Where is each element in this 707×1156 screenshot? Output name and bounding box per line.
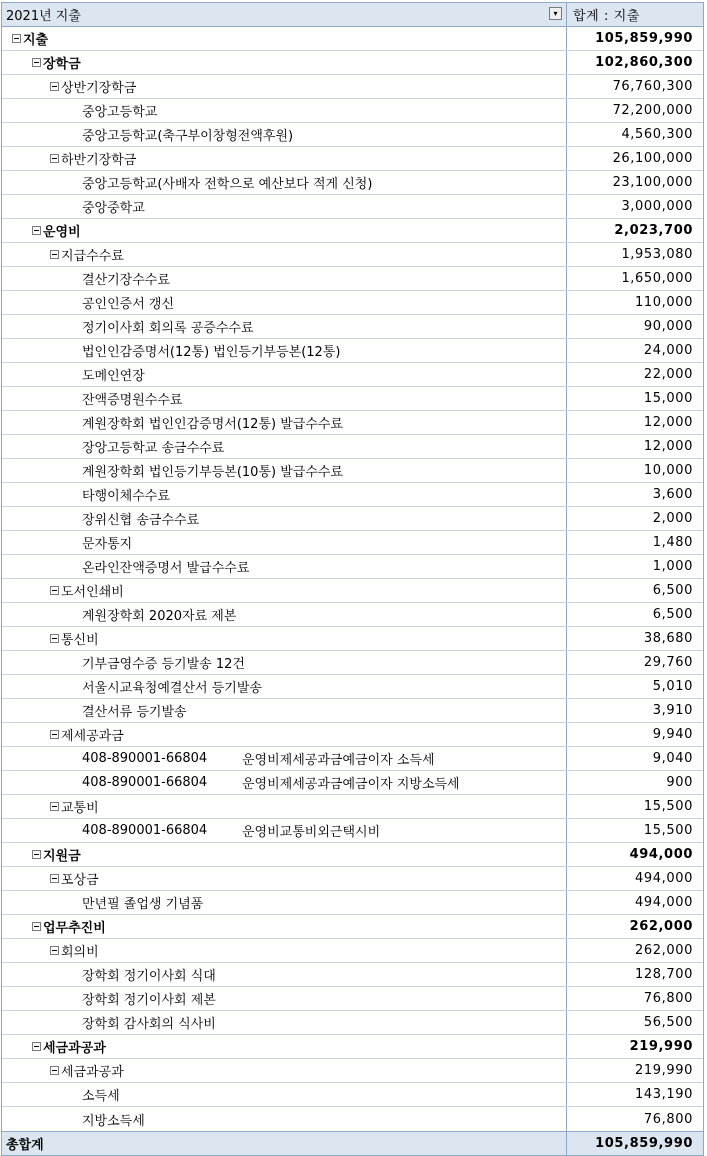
collapse-icon[interactable] bbox=[50, 1066, 59, 1075]
pivot-row bbox=[2, 675, 703, 699]
pivot-row bbox=[2, 507, 703, 531]
row-value-cell[interactable] bbox=[567, 195, 703, 218]
row-label: 공인인증서 갱신 bbox=[82, 297, 175, 312]
row-value: 4,560,300 bbox=[621, 127, 693, 142]
pivot-body bbox=[2, 27, 703, 1131]
row-value-cell[interactable] bbox=[567, 987, 703, 1010]
row-value-cell[interactable] bbox=[567, 459, 703, 482]
row-value-cell[interactable] bbox=[567, 939, 703, 962]
row-label-cell[interactable] bbox=[2, 771, 567, 794]
pivot-row bbox=[2, 867, 703, 891]
row-label-cell[interactable] bbox=[2, 795, 567, 818]
row-label-cell[interactable] bbox=[2, 435, 567, 458]
row-labels-header[interactable] bbox=[2, 3, 567, 26]
row-value-cell[interactable] bbox=[567, 651, 703, 674]
row-label-detail: 운영비제세공과금예금이자 소득세 bbox=[242, 753, 435, 768]
row-value: 102,860,300 bbox=[595, 55, 693, 70]
row-value: 24,000 bbox=[643, 343, 693, 358]
pivot-row bbox=[2, 1107, 703, 1131]
row-label-cell[interactable] bbox=[2, 387, 567, 410]
pivot-row bbox=[2, 603, 703, 627]
row-label: 만년필 졸업생 기념품 bbox=[82, 897, 204, 912]
row-value: 15,500 bbox=[643, 799, 693, 814]
row-label: 통신비 bbox=[61, 633, 99, 648]
grand-total-row bbox=[2, 1131, 703, 1155]
collapse-icon[interactable] bbox=[50, 634, 59, 643]
row-label: 기부금영수증 등기발송 12건 bbox=[82, 657, 245, 672]
row-label: 서울시교육청예결산서 등기발송 bbox=[82, 681, 262, 696]
pivot-row bbox=[2, 411, 703, 435]
filter-icon[interactable]: ▾ bbox=[549, 7, 562, 20]
row-label: 408-890001-66804 bbox=[82, 751, 208, 766]
value-header[interactable] bbox=[567, 3, 703, 26]
row-label-cell[interactable] bbox=[2, 51, 567, 74]
row-value: 1,480 bbox=[652, 535, 693, 550]
pivot-row bbox=[2, 963, 703, 987]
row-value: 3,910 bbox=[652, 703, 693, 718]
row-label: 온라인잔액증명서 발급수수료 bbox=[82, 561, 250, 576]
row-label: 장위신협 송금수수료 bbox=[82, 513, 200, 528]
pivot-row bbox=[2, 123, 703, 147]
row-value: 72,200,000 bbox=[612, 103, 693, 118]
collapse-icon[interactable] bbox=[32, 226, 41, 235]
row-value: 12,000 bbox=[643, 415, 693, 430]
pivot-row bbox=[2, 51, 703, 75]
row-value: 105,859,990 bbox=[595, 31, 693, 46]
pivot-row bbox=[2, 1083, 703, 1107]
pivot-row bbox=[2, 459, 703, 483]
pivot-row bbox=[2, 435, 703, 459]
row-value-cell[interactable] bbox=[567, 1059, 703, 1082]
row-label: 세금과공과 bbox=[61, 1065, 124, 1080]
pivot-row bbox=[2, 723, 703, 747]
row-label: 결산기장수수료 bbox=[82, 273, 170, 288]
row-value-cell[interactable] bbox=[567, 723, 703, 746]
row-value: 9,040 bbox=[652, 751, 693, 766]
row-label-cell[interactable] bbox=[2, 915, 567, 938]
row-label-cell[interactable] bbox=[2, 819, 567, 842]
row-value-cell[interactable] bbox=[567, 1107, 703, 1131]
row-value: 5,010 bbox=[652, 679, 693, 694]
row-value: 1,953,080 bbox=[621, 247, 693, 262]
row-label-cell[interactable] bbox=[2, 1107, 567, 1131]
row-label-cell[interactable] bbox=[2, 555, 567, 578]
row-value: 90,000 bbox=[643, 319, 693, 334]
collapse-icon[interactable] bbox=[32, 850, 41, 859]
pivot-row bbox=[2, 795, 703, 819]
row-value-cell[interactable] bbox=[567, 915, 703, 938]
row-label-cell[interactable] bbox=[2, 579, 567, 602]
pivot-row bbox=[2, 627, 703, 651]
row-value: 56,500 bbox=[643, 1015, 693, 1030]
row-value: 494,000 bbox=[635, 895, 693, 910]
row-value: 15,000 bbox=[643, 391, 693, 406]
row-value-cell[interactable] bbox=[567, 579, 703, 602]
collapse-icon[interactable] bbox=[50, 802, 59, 811]
row-label-cell[interactable] bbox=[2, 1059, 567, 1082]
row-label: 정기이사회 회의록 공증수수료 bbox=[82, 321, 254, 336]
row-label-cell[interactable] bbox=[2, 1083, 567, 1106]
row-value-cell[interactable] bbox=[567, 339, 703, 362]
row-label: 세금과공과 bbox=[43, 1041, 106, 1056]
row-label: 중앙고등학교(축구부이창형전액후원) bbox=[82, 129, 294, 144]
row-value: 10,000 bbox=[643, 463, 693, 478]
pivot-row bbox=[2, 891, 703, 915]
row-value-cell[interactable] bbox=[567, 435, 703, 458]
pivot-row bbox=[2, 339, 703, 363]
row-value-cell[interactable] bbox=[567, 411, 703, 434]
row-value-cell[interactable] bbox=[567, 1035, 703, 1058]
row-label-cell[interactable] bbox=[2, 243, 567, 266]
row-value-cell[interactable] bbox=[567, 819, 703, 842]
row-label: 운영비 bbox=[43, 225, 81, 240]
row-value-cell[interactable] bbox=[567, 867, 703, 890]
row-value: 2,023,700 bbox=[614, 223, 693, 238]
row-label: 408-890001-66804 bbox=[82, 823, 208, 838]
row-value: 494,000 bbox=[629, 847, 693, 862]
pivot-row bbox=[2, 651, 703, 675]
row-value: 262,000 bbox=[629, 919, 693, 934]
row-label-cell[interactable] bbox=[2, 267, 567, 290]
row-label: 계원장학회 법인인감증명서(12통) 발급수수료 bbox=[82, 417, 343, 432]
row-label-cell[interactable] bbox=[2, 963, 567, 986]
pivot-table bbox=[1, 2, 704, 1156]
row-value-cell[interactable] bbox=[567, 387, 703, 410]
row-value: 26,100,000 bbox=[612, 151, 693, 166]
row-value: 22,000 bbox=[643, 367, 693, 382]
row-value: 38,680 bbox=[643, 631, 693, 646]
row-label: 포상금 bbox=[61, 873, 99, 888]
row-label-cell[interactable] bbox=[2, 891, 567, 914]
row-label-cell[interactable] bbox=[2, 459, 567, 482]
row-value-cell[interactable] bbox=[567, 963, 703, 986]
row-value: 6,500 bbox=[652, 607, 693, 622]
row-label-detail: 운영비제세공과금예금이자 지방소득세 bbox=[242, 777, 460, 792]
row-label: 중앙고등학교(사배자 전학으로 예산보다 적게 신청) bbox=[82, 177, 373, 192]
row-value: 110,000 bbox=[635, 295, 693, 310]
collapse-icon[interactable] bbox=[50, 82, 59, 91]
row-value-cell[interactable] bbox=[567, 315, 703, 338]
pivot-row bbox=[2, 843, 703, 867]
pivot-row bbox=[2, 387, 703, 411]
pivot-row bbox=[2, 531, 703, 555]
row-label: 문자통지 bbox=[82, 537, 133, 552]
row-value: 494,000 bbox=[635, 871, 693, 886]
row-value-cell[interactable] bbox=[567, 51, 703, 74]
row-value-cell[interactable] bbox=[567, 891, 703, 914]
row-value: 76,800 bbox=[643, 1111, 693, 1127]
pivot-row bbox=[2, 771, 703, 795]
row-labels-header-text: 2021년 지출 bbox=[6, 9, 81, 24]
pivot-row bbox=[2, 147, 703, 171]
pivot-row bbox=[2, 579, 703, 603]
row-label: 지방소득세 bbox=[82, 1113, 145, 1129]
pivot-row bbox=[2, 243, 703, 267]
row-value: 1,650,000 bbox=[621, 271, 693, 286]
row-label-cell[interactable] bbox=[2, 363, 567, 386]
pivot-row bbox=[2, 171, 703, 195]
pivot-row bbox=[2, 291, 703, 315]
row-label-cell[interactable] bbox=[2, 507, 567, 530]
collapse-icon[interactable] bbox=[50, 154, 59, 163]
row-value-cell[interactable] bbox=[567, 603, 703, 626]
row-value-cell[interactable] bbox=[567, 267, 703, 290]
pivot-row bbox=[2, 1011, 703, 1035]
row-label-cell[interactable] bbox=[2, 603, 567, 626]
row-value: 143,190 bbox=[635, 1087, 693, 1102]
row-label: 제세공과금 bbox=[61, 729, 124, 744]
row-value-cell[interactable] bbox=[567, 291, 703, 314]
row-label-cell[interactable] bbox=[2, 531, 567, 554]
row-value: 2,000 bbox=[652, 511, 693, 526]
row-label-cell[interactable] bbox=[2, 195, 567, 218]
pivot-row bbox=[2, 915, 703, 939]
row-value: 6,500 bbox=[652, 583, 693, 598]
row-value-cell[interactable] bbox=[567, 555, 703, 578]
row-label-cell[interactable] bbox=[2, 75, 567, 98]
row-value-cell[interactable] bbox=[567, 1083, 703, 1106]
row-value: 219,990 bbox=[629, 1039, 693, 1054]
row-value: 76,760,300 bbox=[612, 79, 693, 94]
row-label-cell[interactable] bbox=[2, 747, 567, 770]
row-value-cell[interactable] bbox=[567, 843, 703, 866]
row-value-cell[interactable] bbox=[567, 219, 703, 242]
row-label: 도서인쇄비 bbox=[61, 585, 124, 600]
row-label: 업무추진비 bbox=[43, 921, 106, 936]
row-label-cell[interactable] bbox=[2, 843, 567, 866]
row-value-cell[interactable] bbox=[567, 795, 703, 818]
row-label: 지급수수료 bbox=[61, 249, 124, 264]
grand-total-label-cell[interactable] bbox=[2, 1132, 567, 1155]
row-label: 계원장학회 2020자료 제본 bbox=[82, 609, 237, 624]
row-value-cell[interactable] bbox=[567, 1011, 703, 1034]
row-value-cell[interactable] bbox=[567, 747, 703, 770]
row-value-cell[interactable] bbox=[567, 675, 703, 698]
row-value: 29,760 bbox=[643, 655, 693, 670]
pivot-row bbox=[2, 195, 703, 219]
row-value: 23,100,000 bbox=[612, 175, 693, 190]
row-value-cell[interactable] bbox=[567, 99, 703, 122]
row-value-cell[interactable] bbox=[567, 483, 703, 506]
pivot-row bbox=[2, 939, 703, 963]
collapse-icon[interactable] bbox=[50, 250, 59, 259]
pivot-row bbox=[2, 219, 703, 243]
row-value: 128,700 bbox=[635, 967, 693, 982]
row-label: 장학회 정기이사회 제본 bbox=[82, 993, 216, 1008]
row-label-cell[interactable] bbox=[2, 171, 567, 194]
row-label-cell[interactable] bbox=[2, 483, 567, 506]
row-label-cell[interactable] bbox=[2, 291, 567, 314]
row-value: 262,000 bbox=[635, 943, 693, 958]
row-value: 15,500 bbox=[643, 823, 693, 838]
row-value: 76,800 bbox=[643, 991, 693, 1006]
row-label-cell[interactable] bbox=[2, 987, 567, 1010]
row-value-cell[interactable] bbox=[567, 531, 703, 554]
row-label: 지출 bbox=[23, 33, 49, 48]
row-label: 중앙중학교 bbox=[82, 201, 145, 216]
row-label: 회의비 bbox=[61, 945, 99, 960]
pivot-row bbox=[2, 75, 703, 99]
row-label: 상반기장학금 bbox=[61, 81, 137, 96]
row-value: 900 bbox=[666, 775, 693, 790]
row-value: 219,990 bbox=[635, 1063, 693, 1078]
row-value-cell[interactable] bbox=[567, 771, 703, 794]
row-label-cell[interactable] bbox=[2, 219, 567, 242]
row-value-cell[interactable] bbox=[567, 27, 703, 50]
row-value-cell[interactable] bbox=[567, 627, 703, 650]
grand-total-label: 총합계 bbox=[6, 1138, 44, 1153]
pivot-row bbox=[2, 1059, 703, 1083]
row-label: 장학회 정기이사회 식대 bbox=[82, 969, 216, 984]
row-label-cell[interactable] bbox=[2, 123, 567, 146]
row-label: 잔액증명원수수료 bbox=[82, 393, 183, 408]
row-value: 12,000 bbox=[643, 439, 693, 454]
pivot-row bbox=[2, 99, 703, 123]
row-label: 법인인감증명서(12통) 법인등기부등본(12통) bbox=[82, 345, 341, 360]
pivot-row bbox=[2, 315, 703, 339]
collapse-icon[interactable] bbox=[32, 1042, 41, 1051]
row-label: 소득세 bbox=[82, 1089, 120, 1104]
row-value: 9,940 bbox=[652, 727, 693, 742]
row-label: 도메인연장 bbox=[82, 369, 145, 384]
row-label-cell[interactable] bbox=[2, 699, 567, 722]
row-label-cell[interactable] bbox=[2, 867, 567, 890]
row-label-cell[interactable] bbox=[2, 1035, 567, 1058]
row-label-cell[interactable] bbox=[2, 1011, 567, 1034]
pivot-row bbox=[2, 27, 703, 51]
row-label-cell[interactable] bbox=[2, 315, 567, 338]
row-value-cell[interactable] bbox=[567, 507, 703, 530]
collapse-icon[interactable] bbox=[50, 730, 59, 739]
pivot-row bbox=[2, 267, 703, 291]
row-label: 408-890001-66804 bbox=[82, 775, 208, 790]
collapse-icon[interactable] bbox=[32, 922, 41, 931]
row-value-cell[interactable] bbox=[567, 147, 703, 170]
grand-total-value: 105,859,990 bbox=[595, 1136, 693, 1151]
row-label: 계원장학회 법인등기부등본(10통) 발급수수료 bbox=[82, 465, 343, 480]
row-label: 하반기장학금 bbox=[61, 153, 137, 168]
row-value-cell[interactable] bbox=[567, 171, 703, 194]
pivot-row bbox=[2, 1035, 703, 1059]
pivot-row bbox=[2, 555, 703, 579]
row-value-cell[interactable] bbox=[567, 75, 703, 98]
row-label-cell[interactable] bbox=[2, 939, 567, 962]
row-label-cell[interactable] bbox=[2, 675, 567, 698]
row-label-cell[interactable] bbox=[2, 99, 567, 122]
row-value-cell[interactable] bbox=[567, 243, 703, 266]
pivot-header-row bbox=[2, 3, 703, 27]
row-value-cell[interactable] bbox=[567, 123, 703, 146]
row-label-cell[interactable] bbox=[2, 411, 567, 434]
collapse-icon[interactable] bbox=[50, 946, 59, 955]
collapse-icon[interactable] bbox=[50, 874, 59, 883]
collapse-icon[interactable] bbox=[12, 34, 21, 43]
row-value: 3,600 bbox=[652, 487, 693, 502]
collapse-icon[interactable] bbox=[32, 58, 41, 67]
pivot-row bbox=[2, 819, 703, 843]
row-value: 3,000,000 bbox=[621, 199, 693, 214]
row-label-cell[interactable] bbox=[2, 339, 567, 362]
row-label: 장앙고등학교 송금수수료 bbox=[82, 441, 225, 456]
row-label: 장학금 bbox=[43, 57, 81, 72]
pivot-row bbox=[2, 483, 703, 507]
row-label: 결산서류 등기발송 bbox=[82, 705, 187, 720]
row-label-cell[interactable] bbox=[2, 651, 567, 674]
collapse-icon[interactable] bbox=[50, 586, 59, 595]
row-label: 지원금 bbox=[43, 849, 81, 864]
grand-total-value-cell[interactable] bbox=[567, 1132, 703, 1155]
pivot-row bbox=[2, 747, 703, 771]
pivot-row bbox=[2, 699, 703, 723]
row-value-cell[interactable] bbox=[567, 699, 703, 722]
row-label-cell[interactable] bbox=[2, 27, 567, 50]
row-label: 중앙고등학교 bbox=[82, 105, 158, 120]
row-label-detail: 운영비교통비외근택시비 bbox=[242, 825, 381, 840]
pivot-row bbox=[2, 987, 703, 1011]
row-label-cell[interactable] bbox=[2, 627, 567, 650]
row-label: 타행이체수수료 bbox=[82, 489, 170, 504]
row-label-cell[interactable] bbox=[2, 147, 567, 170]
row-label: 장학회 감사회의 식사비 bbox=[82, 1017, 216, 1032]
row-value: 1,000 bbox=[652, 559, 693, 574]
value-header-text: 합계 : 지출 bbox=[573, 9, 641, 24]
pivot-row bbox=[2, 363, 703, 387]
row-label: 교통비 bbox=[61, 801, 99, 816]
row-value-cell[interactable] bbox=[567, 363, 703, 386]
row-label-cell[interactable] bbox=[2, 723, 567, 746]
